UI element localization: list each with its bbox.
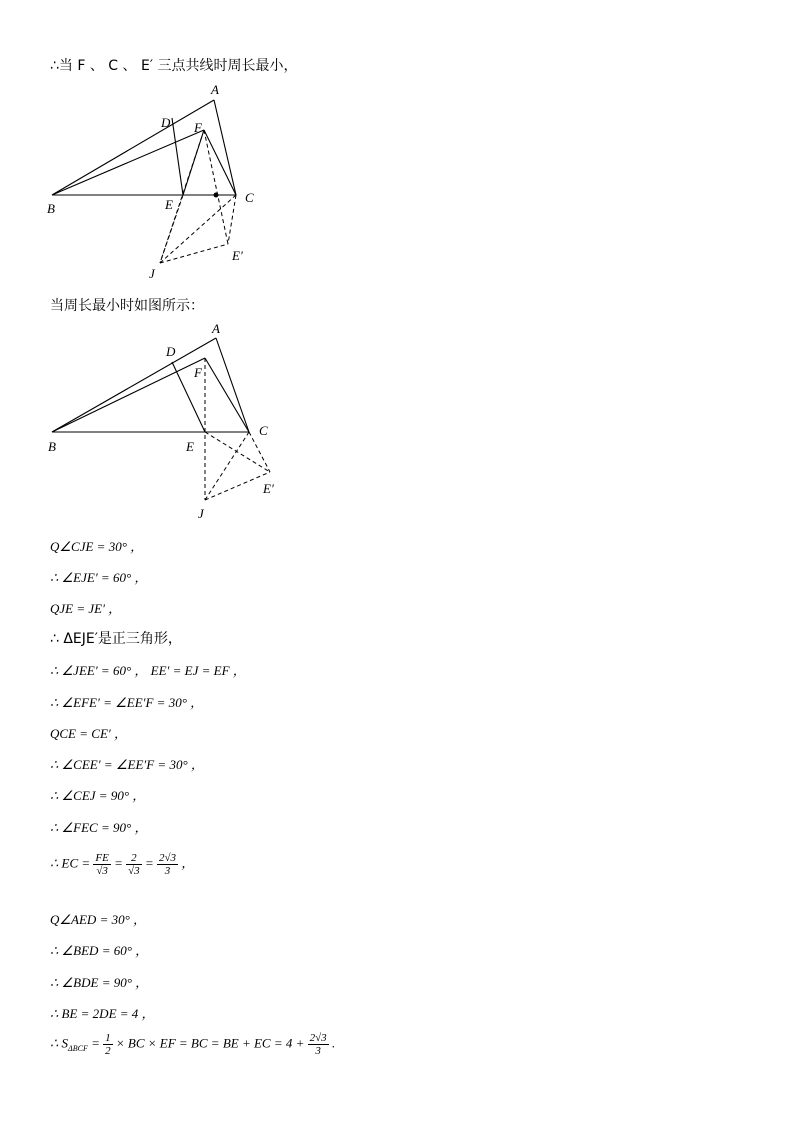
- denominator: 2: [105, 1045, 111, 1057]
- formula-prefix: ∴ EC =: [50, 855, 91, 871]
- text-line: ∴ ∠BED = 60° ，: [50, 943, 149, 958]
- text-line: Q∠CJE = 30° ，: [50, 539, 144, 554]
- dashed-CEp: [228, 195, 236, 244]
- segment-BA: [52, 338, 216, 432]
- numerator: 2: [126, 852, 142, 865]
- figure-2: [0, 320, 794, 550]
- label-C: C: [259, 423, 268, 438]
- label-F: F: [194, 365, 202, 380]
- formula-suffix: ，: [181, 855, 195, 871]
- label-E: E: [165, 197, 173, 212]
- fraction: [103, 1032, 113, 1057]
- text-line: ∴ ∠CEE′ = ∠EE′F = 30° ，: [50, 757, 204, 772]
- text-line: ∴ ∠FEC = 90° ，: [50, 820, 148, 835]
- label-B: B: [48, 439, 56, 454]
- subscript: ΔBCF: [68, 1044, 88, 1054]
- label-Ep: E′: [263, 481, 274, 496]
- dashed-EEp: [205, 432, 270, 472]
- text-line: QJE = JE′ ，: [50, 601, 122, 616]
- segment-BF: [52, 358, 205, 432]
- label-D: D: [161, 115, 171, 130]
- numerator: 2√3: [158, 852, 177, 864]
- label-D: D: [166, 344, 176, 359]
- numerator: FE: [95, 852, 109, 864]
- denominator: √3: [96, 865, 108, 877]
- text-line: ∴ ∠CEJ = 90° ，: [50, 788, 146, 803]
- segment-BA: [52, 100, 214, 195]
- segment-DE: [172, 118, 183, 195]
- figure-1: [0, 0, 794, 290]
- formula-prefix: ∴ S: [50, 1035, 69, 1051]
- text-line-collinear: ∴当 F 、 C 、 E′ 三点共线时周长最小，: [50, 58, 298, 74]
- text-line: ∴ ΔEJE′是正三角形，: [50, 631, 182, 647]
- fraction: [157, 852, 178, 877]
- formula-suffix: .: [331, 1035, 336, 1051]
- label-E: E: [186, 439, 194, 454]
- text-line: ∴ ∠JEE′ = 60° ， EE′ = EJ = EF ，: [50, 663, 246, 678]
- label-J: J: [149, 266, 155, 281]
- text-line: ∴ ∠BDE = 90° ，: [50, 975, 149, 990]
- label-A: A: [212, 321, 220, 336]
- numerator: 1: [105, 1032, 111, 1044]
- label-J: J: [198, 506, 204, 521]
- text-line-area-formula: [50, 1032, 335, 1057]
- intersection-point: [214, 193, 219, 198]
- numerator: 2√3: [309, 1032, 327, 1044]
- equals-sign: =: [91, 1035, 100, 1051]
- label-A: A: [211, 82, 219, 97]
- text-line: ∴ BE = 2DE = 4 ，: [50, 1006, 155, 1021]
- fraction: [308, 1032, 329, 1057]
- fraction: [93, 852, 110, 877]
- text-line: ∴ ∠EFE′ = ∠EE′F = 30° ，: [50, 695, 204, 710]
- denominator: 3: [315, 1045, 321, 1057]
- dashed-JC: [205, 432, 249, 500]
- text-line-ec-formula: [50, 852, 194, 877]
- label-C: C: [245, 190, 254, 205]
- equals-sign: =: [114, 855, 123, 871]
- segment-AC: [214, 100, 236, 195]
- equals-sign: =: [144, 855, 154, 871]
- fraction: [126, 852, 142, 877]
- label-Ep: E′: [232, 248, 243, 263]
- text-line: QCE = CE′ ，: [50, 726, 127, 741]
- denominator: 3: [164, 865, 171, 877]
- segment-FC: [204, 130, 236, 195]
- label-B: B: [47, 201, 55, 216]
- text-line: Q∠AED = 30° ，: [50, 912, 147, 927]
- dashed-JEp: [160, 244, 228, 263]
- denominator: √3: [128, 865, 140, 877]
- label-F: F: [194, 120, 202, 135]
- formula-middle: × BC × EF = BC = BE + EC = 4 +: [115, 1035, 305, 1051]
- dashed-JEp: [205, 472, 270, 500]
- text-line-min-figure: 当周长最小时如图所示：: [50, 298, 204, 314]
- text-line: ∴ ∠EJE′ = 60° ，: [50, 570, 148, 585]
